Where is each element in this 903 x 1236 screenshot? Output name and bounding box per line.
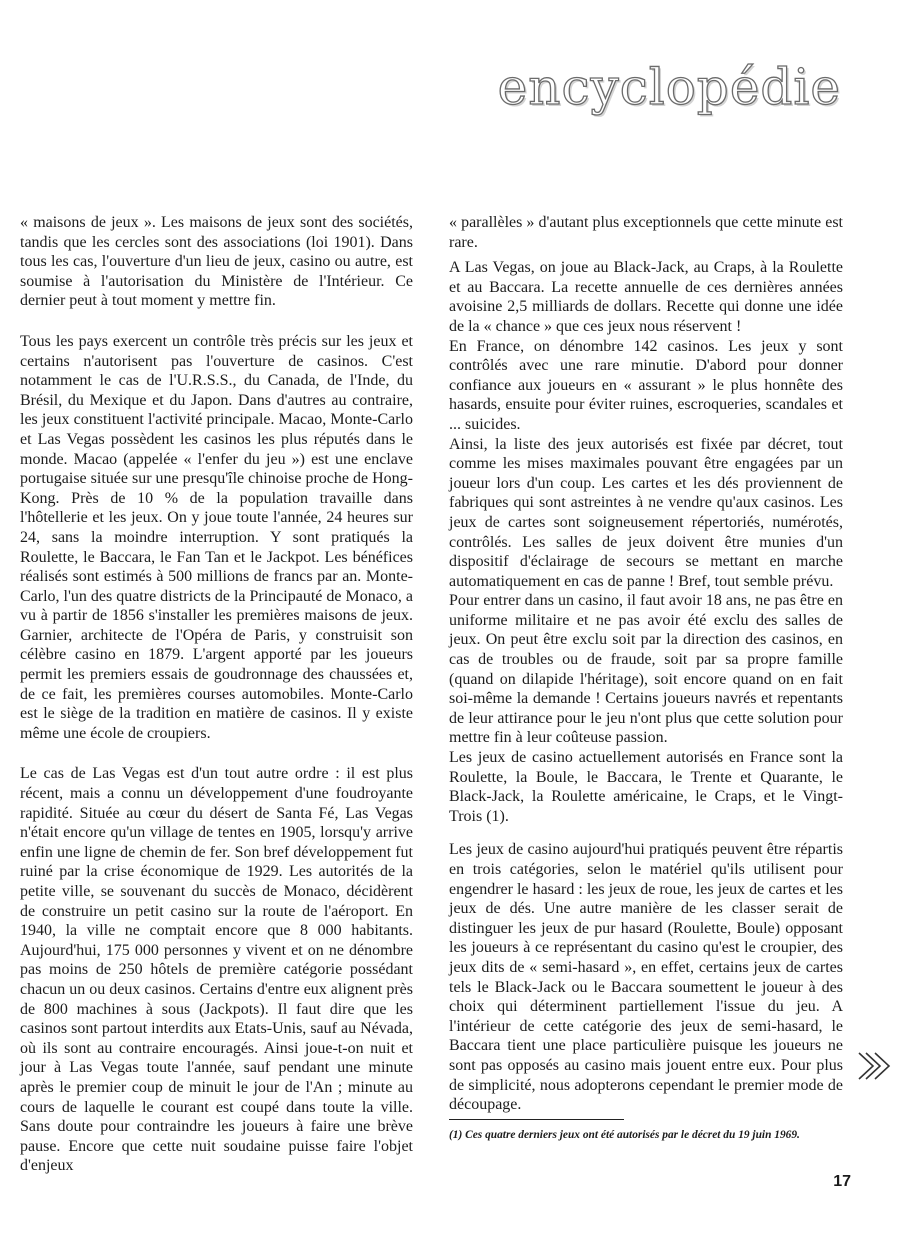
paragraph: Les jeux de casino aujourd'hui pratiqués peuvent être répartis en trois catégories, selon le matériel qu'ils utilisent pour engendrer le hasard : les jeux de roue, les jeux de cartes et les jeux de dés. Une autre manière de les classer serait de distinguer les jeux de pur hasard (Roulette, Boule) opposant les joueurs à ce représentant du casino qu'est le croupier, des jeux dits de « semi-hasard », en effet, certains jeux de cartes tels le Black-Jack ou le Baccara soumettent le joueur à des choix qui déterminent partiellement l'issue du jeu. A l'intérieur de cette catégorie des jeux de semi-hasard, le Baccara tient une place particulière puisque les joueurs ne sont pas opposés au casino mais jouent entre eux. Pour plus de simplicité, nous adopterons cependant le premier mode de découpage. xyxy=(449,841,843,1114)
continue-arrow-icon xyxy=(856,1049,896,1083)
paragraph: A Las Vegas, on joue au Black-Jack, au Craps, à la Roulette et au Baccara. La recette annuelle de ces dernières années avoisine 2,5 milliards de dollars. Recette qui donne une idée de la « chance » que ces jeux nous réservent ! xyxy=(449,259,843,335)
paragraph: Ainsi, la liste des jeux autorisés est fixée par décret, tout comme les mises maximales pouvant être engagées par un joueur lors d'un coup. Les cartes et les dés proviennent de fabriques qui sont astreintes à ne vendre qu'aux casinos. Les jeux de cartes sont soigneusement répertoriés, numérotés, contrôlés. Les salles de jeux doivent être munies d'un dispositif d'éclairage de secours se mettant en marche automatiquement en cas de panne ! Bref, tout semble prévu. xyxy=(449,435,843,590)
paragraph: En France, on dénombre 142 casinos. Les jeux y sont contrôlés avec une rare minutie. D'abord pour donner confiance aux joueurs en « assurant » le plus honnête des hasards, ensuite pour éviter ruines, escroqueries, scandales et ... suicides. xyxy=(449,337,843,433)
paragraph: « maisons de jeux ». Les maisons de jeux sont des sociétés, tandis que les cercles sont des associations (loi 1901). Dans tous les cas, l'ouverture d'un lieu de jeux, casino ou autre, est soumise à l'autorisation du Ministère de l'Intérieur. Ce dernier peut à tout moment y mettre fin. xyxy=(20,214,413,310)
paragraph: Tous les pays exercent un contrôle très précis sur les jeux et certains n'autorisent pas l'ouverture de casinos. C'est notamment le cas de l'U.R.S.S., du Canada, de l'Inde, du Brésil, du Mexique et du Japon. Dans d'autres au contraire, les jeux constituent l'activité principale. Macao, Monte-Carlo et Las Vegas possèdent les casinos les plus réputés dans le monde. Macao (appelée « l'enfer du jeu ») est une enclave portugaise située sur une presqu'île chinoise proche de Hong-Kong. Près de 10 % de la population travaille dans l'hôtellerie et les jeux. On y joue toute l'année, 24 heures sur 24, sans la moindre interruption. Y sont pratiqués la Roulette, le Baccara, le Fan Tan et le Jackpot. Les bénéfices réalisés sont estimés à 500 millions de francs par an. Monte-Carlo, l'un des quatre districts de la Principauté de Monaco, a vu à partir de 1856 s'installer les premières maisons de jeux. Garnier, architecte de l'Opéra de Paris, y construisit son célèbre casino en 1879. L'argent apporté par les joueurs permit les premiers essais de goudronnage des chaussées et, de ce fait, les premières courses automobiles. Monte-Carlo est le siège de la tradition en matière de casinos. Il y existe même une école de croupiers. xyxy=(20,332,413,742)
paragraph: Pour entrer dans un casino, il faut avoir 18 ans, ne pas être en uniforme militaire et ne pas avoir été exclu des salles de jeux. On peut être exclu soit par la direction des casinos, en cas de troubles ou de fraude, soit par sa propre famille (quand on dilapide l'héritage), soit encore quand on en fait soi-même la demande ! Certains joueurs navrés et repentants de leur attirance pour le jeu n'ont plus que cette solution pour mettre fin à leur coûteuse passion. xyxy=(449,592,843,747)
footnote: (1) Ces quatre derniers jeux ont été autorisés par le décret du 19 juin 1969. xyxy=(449,1129,800,1141)
right-column xyxy=(449,213,843,1115)
section-title: encyclopédie xyxy=(497,58,841,116)
paragraph: Le cas de Las Vegas est d'un tout autre ordre : il est plus récent, mais a connu un développement d'une foudroyante rapidité. Située au cœur du désert de Santa Fé, Las Vegas n'était encore qu'un village de tentes en 1905, lorsqu'y arrive enfin une ligne de chemin de fer. Son bref développement fut ruiné par la crise économique de 1929. Les autorités de la petite ville, se souvenant du succès de Monaco, décidèrent de construire un petit casino sur la route de l'aéroport. En 1940, la ville ne comptait encore que 8 000 habitants. Aujourd'hui, 175 000 personnes y vivent et on ne dénombre pas moins de 250 hôtels de première catégorie possédant chacun un ou deux casinos. Certains d'entre eux alignent près de 800 machines à sous (Jackpots). Il faut dire que les casinos sont partout interdits aux Etats-Unis, sauf au Névada, où ils sont au contraire encouragés. Ainsi joue-t-on nuit et jour à Las Vegas toute l'année, sauf pendant une minute après le premier coup de minuit le jour de l'An ; minute au cours de laquelle le courant est coupé dans toute la ville. Sans doute pour contraindre les joueurs à faire une brève pause. Encore que cette nuit soudaine puisse faire l'objet d'enjeux xyxy=(20,765,413,1175)
paragraph: Les jeux de casino actuellement autorisés en France sont la Roulette, la Boule, le Baccara, le Trente et Quarante, le Black-Jack, la Roulette américaine, le Craps, et le Vingt-Trois (1). xyxy=(449,749,843,825)
footnote-divider xyxy=(449,1119,624,1120)
page-number: 17 xyxy=(833,1173,851,1190)
paragraph: « parallèles » d'autant plus exceptionnels que cette minute est rare. xyxy=(449,214,843,251)
left-column xyxy=(20,213,413,1176)
